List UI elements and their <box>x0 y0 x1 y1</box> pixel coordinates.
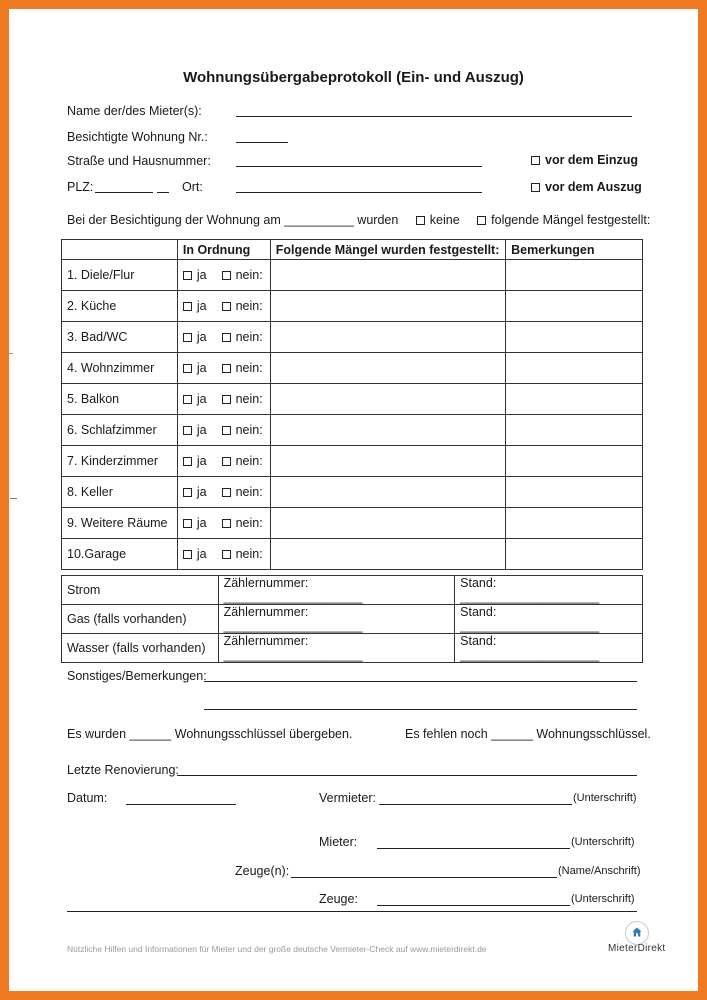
ok-cell <box>177 384 270 415</box>
nein-label: nein: <box>235 299 263 313</box>
ja-label: ja <box>196 268 207 282</box>
ok-cell <box>177 446 270 477</box>
tenant-name-label: Name der/des Mieter(s): <box>67 104 202 118</box>
landlord-signature-line[interactable] <box>379 804 572 805</box>
table-row <box>62 322 643 353</box>
remarks-cell[interactable] <box>506 446 643 477</box>
table-row <box>62 539 643 570</box>
move-out-checkbox[interactable] <box>531 183 540 192</box>
keys-handed-text: Wohnungsschlüssel übergeben. <box>174 727 353 741</box>
plz-label: PLZ: <box>67 180 94 194</box>
remarks-cell[interactable] <box>506 384 643 415</box>
remarks-cell[interactable] <box>506 353 643 384</box>
remarks-cell[interactable] <box>506 415 643 446</box>
room-name: 10.Garage <box>62 539 178 570</box>
ja-checkbox[interactable] <box>183 426 192 435</box>
logo-house-icon <box>625 921 649 945</box>
remarks-cell[interactable] <box>506 260 643 291</box>
ok-cell <box>177 508 270 539</box>
ja-checkbox[interactable] <box>183 302 192 311</box>
witnesses-line[interactable] <box>291 877 557 878</box>
footer-text: Nützliche Hilfen und Informationen für Mieter und der große deutsche Vermieter-Check auf www.mieterdirekt.de <box>67 944 487 954</box>
ja-label: ja <box>196 299 207 313</box>
ja-label: ja <box>196 330 207 344</box>
no-defects-label: keine <box>429 213 460 227</box>
table-header-row <box>62 240 643 260</box>
room-name: 4. Wohnzimmer <box>62 353 178 384</box>
apartment-number-label: Besichtigte Wohnung Nr.: <box>67 130 208 144</box>
nein-label: nein: <box>235 268 263 282</box>
keys-wurden: Es wurden <box>67 727 127 741</box>
date-label: Datum: <box>67 791 108 805</box>
tenant-signature-hint: (Unterschrift) <box>571 836 635 848</box>
keys-handed-sentence <box>67 727 352 741</box>
renovation-label: Letzte Renovierung: <box>67 763 179 777</box>
nein-label: nein: <box>235 330 263 344</box>
meter-table <box>61 575 643 663</box>
witness-label: Zeuge: <box>319 892 358 906</box>
move-out-option[interactable] <box>531 180 642 194</box>
tenant-signature-line[interactable] <box>377 848 570 849</box>
nein-checkbox[interactable] <box>222 457 231 466</box>
defects-checkbox[interactable] <box>477 216 486 225</box>
ja-label: ja <box>196 485 207 499</box>
meter-number-blank: ____________________ <box>223 619 363 633</box>
remarks-cell[interactable] <box>506 291 643 322</box>
table-row <box>62 605 643 634</box>
ok-cell <box>177 291 270 322</box>
table-row <box>62 446 643 477</box>
nein-label: nein: <box>235 516 263 530</box>
table-header-remarks: Bemerkungen <box>506 240 643 260</box>
defects-cell[interactable] <box>270 353 505 384</box>
nein-checkbox[interactable] <box>222 364 231 373</box>
nein-checkbox[interactable] <box>222 550 231 559</box>
ja-checkbox[interactable] <box>183 457 192 466</box>
document-page <box>9 9 698 991</box>
ja-checkbox[interactable] <box>183 488 192 497</box>
room-name: 1. Diele/Flur <box>62 260 178 291</box>
tenant-name-line[interactable] <box>236 116 632 117</box>
table-row <box>62 384 643 415</box>
no-defects-checkbox[interactable] <box>416 216 425 225</box>
nein-checkbox[interactable] <box>222 395 231 404</box>
ja-label: ja <box>196 516 207 530</box>
nein-label: nein: <box>235 547 263 561</box>
remarks-cell[interactable] <box>506 477 643 508</box>
meter-reading-label: Stand: <box>460 634 497 648</box>
nein-label: nein: <box>235 454 263 468</box>
ok-cell <box>177 322 270 353</box>
inspection-prefix: Bei der Besichtigung der Wohnung am <box>67 213 281 227</box>
tenant-label: Mieter: <box>319 835 358 849</box>
meter-number-label: Zählernummer: <box>223 605 309 619</box>
defects-cell[interactable] <box>270 415 505 446</box>
footer-divider <box>67 911 637 912</box>
keys-missing-blank[interactable]: ______ <box>491 727 533 741</box>
defects-cell[interactable] <box>270 384 505 415</box>
move-in-checkbox[interactable] <box>531 156 540 165</box>
ok-cell <box>177 539 270 570</box>
room-name: 9. Weitere Räume <box>62 508 178 539</box>
keys-count-blank[interactable]: ______ <box>129 727 172 741</box>
defects-label: folgende Mängel festgestellt: <box>491 213 651 227</box>
defects-cell[interactable] <box>270 291 505 322</box>
apartment-number-line[interactable] <box>236 142 288 143</box>
landlord-label: Vermieter: <box>319 791 376 805</box>
meter-type: Strom <box>62 576 219 605</box>
room-name: 2. Küche <box>62 291 178 322</box>
renovation-line[interactable] <box>177 775 637 776</box>
nein-checkbox[interactable] <box>222 426 231 435</box>
nein-label: nein: <box>235 485 263 499</box>
witnesses-label: Zeuge(n): <box>235 864 290 878</box>
room-name: 7. Kinderzimmer <box>62 446 178 477</box>
inspection-date-blank[interactable]: __________ <box>284 213 354 227</box>
inspection-wurden: wurden <box>357 213 399 227</box>
nein-checkbox[interactable] <box>222 519 231 528</box>
meter-reading-label: Stand: <box>460 605 497 619</box>
table-row <box>62 477 643 508</box>
landlord-signature-hint: (Unterschrift) <box>573 792 637 804</box>
street-label: Straße und Hausnummer: <box>67 154 211 168</box>
remarks-line-1[interactable] <box>204 681 637 682</box>
room-name: 5. Balkon <box>62 384 178 415</box>
table-header-ok: In Ordnung <box>177 240 270 260</box>
meter-reading-blank: ____________________ <box>460 648 600 662</box>
remarks-line-2[interactable] <box>204 709 637 710</box>
ok-cell <box>177 477 270 508</box>
house-icon <box>632 927 642 937</box>
meter-reading-blank: ____________________ <box>460 590 600 604</box>
ok-cell <box>177 260 270 291</box>
table-row <box>62 291 643 322</box>
nein-checkbox[interactable] <box>222 302 231 311</box>
meter-reading-cell[interactable] <box>455 634 643 663</box>
plz-line-2[interactable] <box>157 192 169 193</box>
remarks-cell[interactable] <box>506 508 643 539</box>
ja-checkbox[interactable] <box>183 395 192 404</box>
meter-reading-label: Stand: <box>460 576 497 590</box>
meter-number-label: Zählernummer: <box>223 634 309 648</box>
remarks-label: Sonstiges/Bemerkungen: <box>67 669 207 683</box>
table-row <box>62 634 643 663</box>
move-in-label: vor dem Einzug <box>545 153 639 167</box>
date-line[interactable] <box>126 804 236 805</box>
defects-cell[interactable] <box>270 260 505 291</box>
ja-checkbox[interactable] <box>183 519 192 528</box>
remarks-cell[interactable] <box>506 539 643 570</box>
plz-line[interactable] <box>95 192 153 193</box>
nein-label: nein: <box>235 423 263 437</box>
brand-logo: MieterDirekt <box>608 943 666 954</box>
keys-missing-sentence <box>405 727 651 741</box>
meter-number-cell[interactable] <box>218 576 455 605</box>
city-label: Ort: <box>182 180 203 194</box>
table-row <box>62 415 643 446</box>
move-in-option[interactable] <box>531 153 638 167</box>
ja-label: ja <box>196 392 207 406</box>
table-row <box>62 353 643 384</box>
ja-label: ja <box>196 454 207 468</box>
defects-cell[interactable] <box>270 446 505 477</box>
nein-label: nein: <box>235 392 263 406</box>
witnesses-hint: (Name/Anschrift) <box>558 865 641 877</box>
nein-checkbox[interactable] <box>222 488 231 497</box>
ja-label: ja <box>196 361 207 375</box>
nein-checkbox[interactable] <box>222 333 231 342</box>
defects-cell[interactable] <box>270 508 505 539</box>
remarks-cell[interactable] <box>506 322 643 353</box>
nein-checkbox[interactable] <box>222 271 231 280</box>
table-row <box>62 508 643 539</box>
table-row <box>62 576 643 605</box>
margin-mark <box>9 353 13 354</box>
page-title: Wohnungsübergabeprotokoll (Ein- und Auszug) <box>183 69 524 86</box>
ja-checkbox[interactable] <box>183 550 192 559</box>
meter-type: Gas (falls vorhanden) <box>62 605 219 634</box>
defects-cell[interactable] <box>270 322 505 353</box>
witness-signature-line[interactable] <box>377 905 570 906</box>
meter-number-blank: ____________________ <box>223 648 363 662</box>
ok-cell <box>177 353 270 384</box>
room-name: 6. Schlafzimmer <box>62 415 178 446</box>
move-out-label: vor dem Auszug <box>545 180 642 194</box>
meter-number-blank: ____________________ <box>223 590 363 604</box>
nein-label: nein: <box>235 361 263 375</box>
table-header-defects: Folgende Mängel wurden festgestellt: <box>270 240 505 260</box>
ja-label: ja <box>196 423 207 437</box>
inspection-table <box>61 239 643 570</box>
defects-cell[interactable] <box>270 477 505 508</box>
ja-checkbox[interactable] <box>183 364 192 373</box>
meter-reading-cell[interactable] <box>455 605 643 634</box>
street-line[interactable] <box>236 166 482 167</box>
ja-checkbox[interactable] <box>183 333 192 342</box>
ja-label: ja <box>196 547 207 561</box>
ja-checkbox[interactable] <box>183 271 192 280</box>
meter-number-cell[interactable] <box>218 605 455 634</box>
meter-reading-blank: ____________________ <box>460 619 600 633</box>
witness-signature-hint: (Unterschrift) <box>571 893 635 905</box>
meter-reading-cell[interactable] <box>455 576 643 605</box>
meter-number-label: Zählernummer: <box>223 576 309 590</box>
meter-number-cell[interactable] <box>218 634 455 663</box>
meter-type: Wasser (falls vorhanden) <box>62 634 219 663</box>
margin-mark <box>10 498 17 499</box>
ok-cell <box>177 415 270 446</box>
table-row <box>62 260 643 291</box>
keys-fehlen: Es fehlen noch <box>405 727 488 741</box>
city-line[interactable] <box>236 192 482 193</box>
room-name: 8. Keller <box>62 477 178 508</box>
keys-missing-text: Wohnungsschlüssel. <box>536 727 651 741</box>
defects-cell[interactable] <box>270 539 505 570</box>
inspection-sentence <box>67 213 650 227</box>
table-header-room <box>62 240 178 260</box>
room-name: 3. Bad/WC <box>62 322 178 353</box>
